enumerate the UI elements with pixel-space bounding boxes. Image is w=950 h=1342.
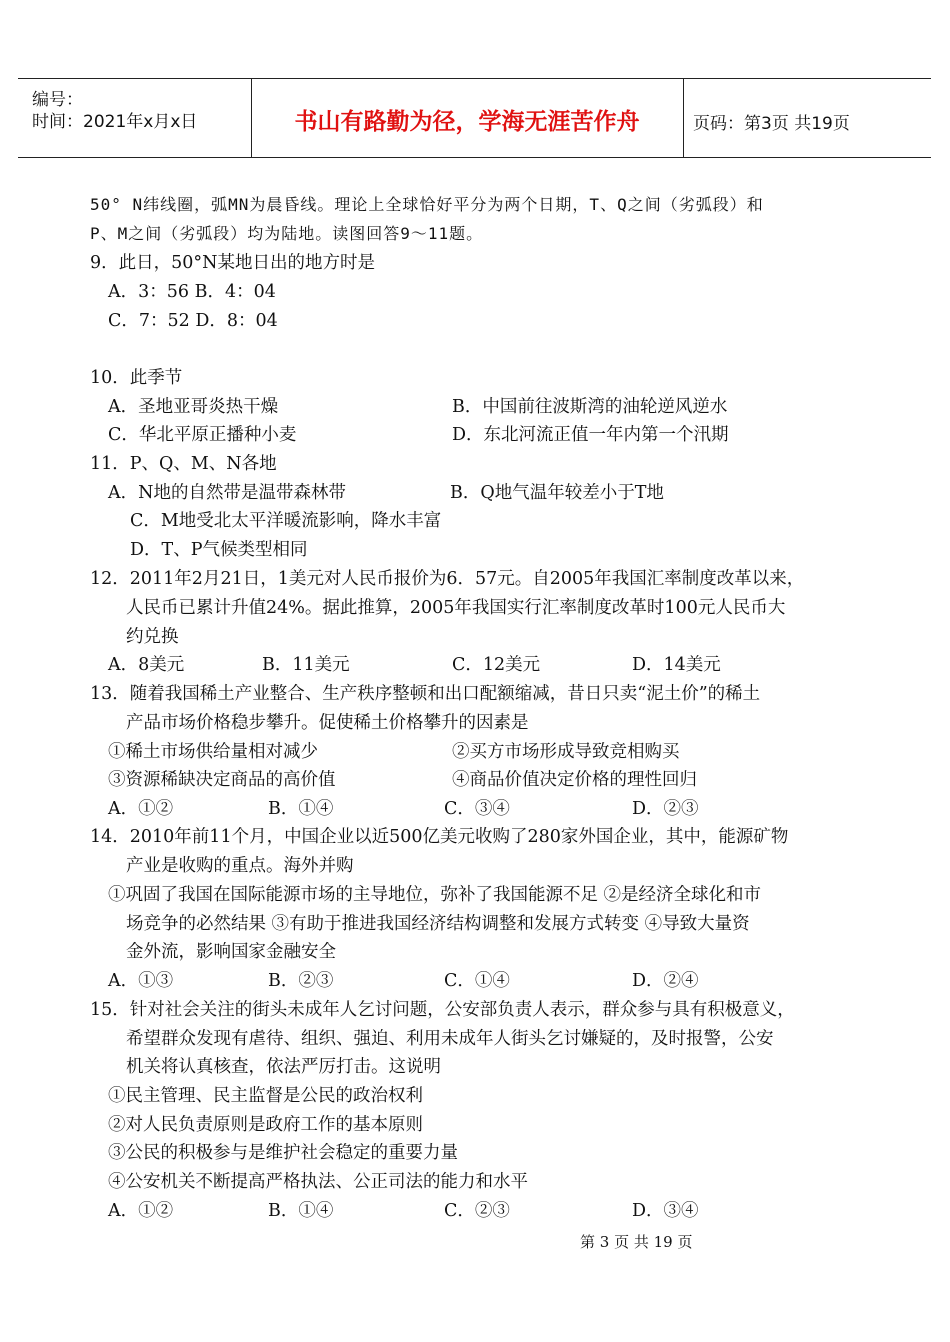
option-a: A．①② — [108, 799, 174, 819]
option-b: B．Q地气温年较差小于T地 — [450, 483, 664, 503]
option-c: C．③④ — [444, 799, 510, 819]
question-stem: 10．此季节 — [90, 368, 183, 388]
question-stem-cont: 产业是收购的重点。海外并购 — [126, 856, 354, 876]
intro-line: 50° N纬线圈，弧MN为晨昏线。理论上全球恰好平分为两个日期，T、Q之间（劣弧段）和 — [90, 195, 764, 214]
question-stem: 14．2010年前11个月，中国企业以近500亿美元收购了280家外国企业，其中，能源矿物 — [90, 827, 789, 847]
option-c: C．12美元 — [452, 655, 541, 675]
statement-4: ④公安机关不断提高严格执法、公正司法的能力和水平 — [108, 1172, 528, 1192]
statement-3: ③资源稀缺决定商品的高价值 — [108, 770, 336, 790]
intro-line: P、M之间（劣弧段）均为陆地。读图回答9～11题。 — [90, 224, 484, 243]
option-c: C．①④ — [444, 971, 510, 991]
option-d: D．T、P气候类型相同 — [130, 540, 308, 560]
option-b: B．中国前往波斯湾的油轮逆风逆水 — [452, 397, 728, 417]
question-stem-cont: 希望群众发现有虐待、组织、强迫、利用未成年人街头乞讨嫌疑的，及时报警，公安 — [126, 1029, 774, 1049]
option-d: D．②④ — [632, 971, 699, 991]
motto: 书山有路勤为径，学海无涯苦作舟 — [294, 109, 640, 135]
question-stem-cont: 机关将认真核查，依法严厉打击。这说明 — [126, 1057, 441, 1077]
statement-2: ②对人民负责原则是政府工作的基本原则 — [108, 1115, 423, 1135]
question-stem-cont: 产品市场价格稳步攀升。促使稀土价格攀升的因素是 — [126, 713, 529, 733]
option-a: A．N地的自然带是温带森林带 — [108, 483, 346, 503]
option-a: A．8美元 — [108, 655, 185, 675]
option-b: B．11美元 — [262, 655, 350, 675]
serial-label: 编号： — [32, 90, 83, 110]
time-label: 时间：2021年x月x日 — [32, 112, 198, 132]
page-label: 页码：第3页 共19页 — [693, 114, 850, 134]
option-row: C．7：52 D．8：04 — [108, 311, 278, 331]
statement-line: 金外流，影响国家金融安全 — [126, 942, 336, 962]
option-b: B．②③ — [268, 971, 334, 991]
page-footer: 第 3 页 共 19 页 — [580, 1233, 693, 1251]
statement-3: ③公民的积极参与是维护社会稳定的重要力量 — [108, 1143, 458, 1163]
question-stem: 13．随着我国稀土产业整合、生产秩序整顿和出口配额缩减，昔日只卖“泥土价”的稀土 — [90, 684, 761, 704]
option-a: A．①② — [108, 1201, 174, 1221]
question-stem: 12．2011年2月21日，1美元对人民币报价为6．57元。自2005年我国汇率制度改革以来， — [90, 569, 805, 589]
question-stem-cont: 人民币已累计升值24%。据此推算，2005年我国实行汇率制度改革时100元人民币大 — [126, 598, 786, 618]
option-a: A．圣地亚哥炎热干燥 — [108, 397, 279, 417]
option-d: D．③④ — [632, 1201, 699, 1221]
option-row: A．3：56 B．4：04 — [108, 282, 276, 302]
option-b: B．①④ — [268, 799, 334, 819]
option-b: B．①④ — [268, 1201, 334, 1221]
statement-line: ①巩固了我国在国际能源市场的主导地位，弥补了我国能源不足 ②是经济全球化和市 — [108, 885, 762, 905]
statement-4: ④商品价值决定价格的理性回归 — [452, 770, 697, 790]
option-d: D．14美元 — [632, 655, 721, 675]
option-c: C．华北平原正播种小麦 — [108, 425, 297, 445]
statement-1: ①民主管理、民主监督是公民的政治权利 — [108, 1086, 423, 1106]
option-c: C．②③ — [444, 1201, 510, 1221]
question-stem: 15．针对社会关注的街头未成年人乞讨问题，公安部负责人表示，群众参与具有积极意义， — [90, 1000, 795, 1020]
option-d: D．②③ — [632, 799, 699, 819]
statement-1: ①稀土市场供给量相对减少 — [108, 742, 318, 762]
statement-2: ②买方市场形成导致竞相购买 — [452, 742, 680, 762]
question-stem-cont: 约兑换 — [126, 627, 179, 647]
option-c: C．M地受北太平洋暖流影响，降水丰富 — [130, 511, 442, 531]
option-d: D．东北河流正值一年内第一个汛期 — [452, 425, 729, 445]
question-stem: 9．此日，50°N某地日出的地方时是 — [90, 253, 375, 273]
statement-line: 场竞争的必然结果 ③有助于推进我国经济结构调整和发展方式转变 ④导致大量资 — [126, 914, 750, 934]
option-a: A．①③ — [108, 971, 174, 991]
question-stem: 11．P、Q、M、N各地 — [90, 454, 277, 474]
